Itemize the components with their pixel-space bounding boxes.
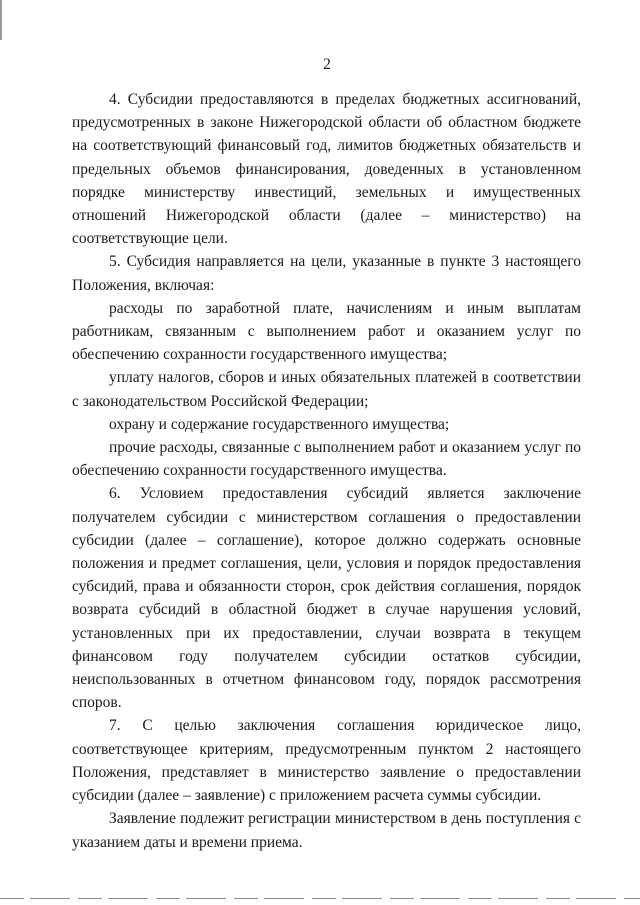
list-item-other-expenses: прочие расходы, связанные с выполнением работ и оказанием услуг по обеспечению сохранности государственного имущества.	[72, 439, 581, 480]
paragraph-4-budget-limits: 4. Субсидии предоставляются в пределах бюджетных ассигнований, предусмотренных в законе Нижегородской области об областном бюджете на соответствующий финансовый год, лимитов бюджетных обязательств и предельных объемов финансирования, доведенных в установленном порядке министерству инвестиций, земельных и имущественных отношений Нижегородской области (далее – министерство) на соответствующие цели.	[72, 91, 581, 248]
paragraph-6-agreement-terms: 6. Условием предоставления субсидий является заключение получателем субсидии с министерством соглашения о предоставлении субсидии (далее – соглашение), которое должно содержать основные положения и предмет соглашения, цели, условия и порядок предоставления субсидий, права и обязанности сторон, срок действия соглашения, порядок возврата субсидий в областной бюджет в случае нарушения условий, установленных при их предоставлении, случаи возврата в текущем финансовом году получателем субсидии остатков субсидии, неиспользованных в отчетном финансовом году, порядок рассмотрения споров.	[72, 485, 581, 712]
list-item-property-protection: охрану и содержание государственного имущества;	[109, 415, 450, 433]
page-number: 2	[323, 56, 331, 73]
list-item-salary-expenses: расходы по заработной плате, начислениям и иным выплатам работникам, связанным с выполнением работ и оказанием услуг по обеспечению сохранности государственного имущества;	[72, 299, 581, 364]
scan-bottom-rule	[0, 898, 640, 899]
paragraph-5-subsidy-purposes: 5. Субсидия направляется на цели, указанные в пункте 3 настоящего Положения, включая:	[72, 253, 581, 294]
list-item-taxes: уплату налогов, сборов и иных обязательных платежей в соответствии с законодательством Российской Федерации;	[72, 369, 581, 410]
paragraph-7-application: 7. С целью заключения соглашения юридическое лицо, соответствующее критериям, предусмотренным пунктом 2 настоящего Положения, представляет в министерство заявление о предоставлении субсидии (далее – заявление) с приложением расчета суммы субсидии.	[72, 717, 581, 805]
document-body	[72, 88, 581, 854]
paragraph-registration: Заявление подлежит регистрации министерством в день поступления с указанием даты и времени приема.	[72, 810, 581, 851]
scan-edge-mark	[0, 0, 2, 40]
